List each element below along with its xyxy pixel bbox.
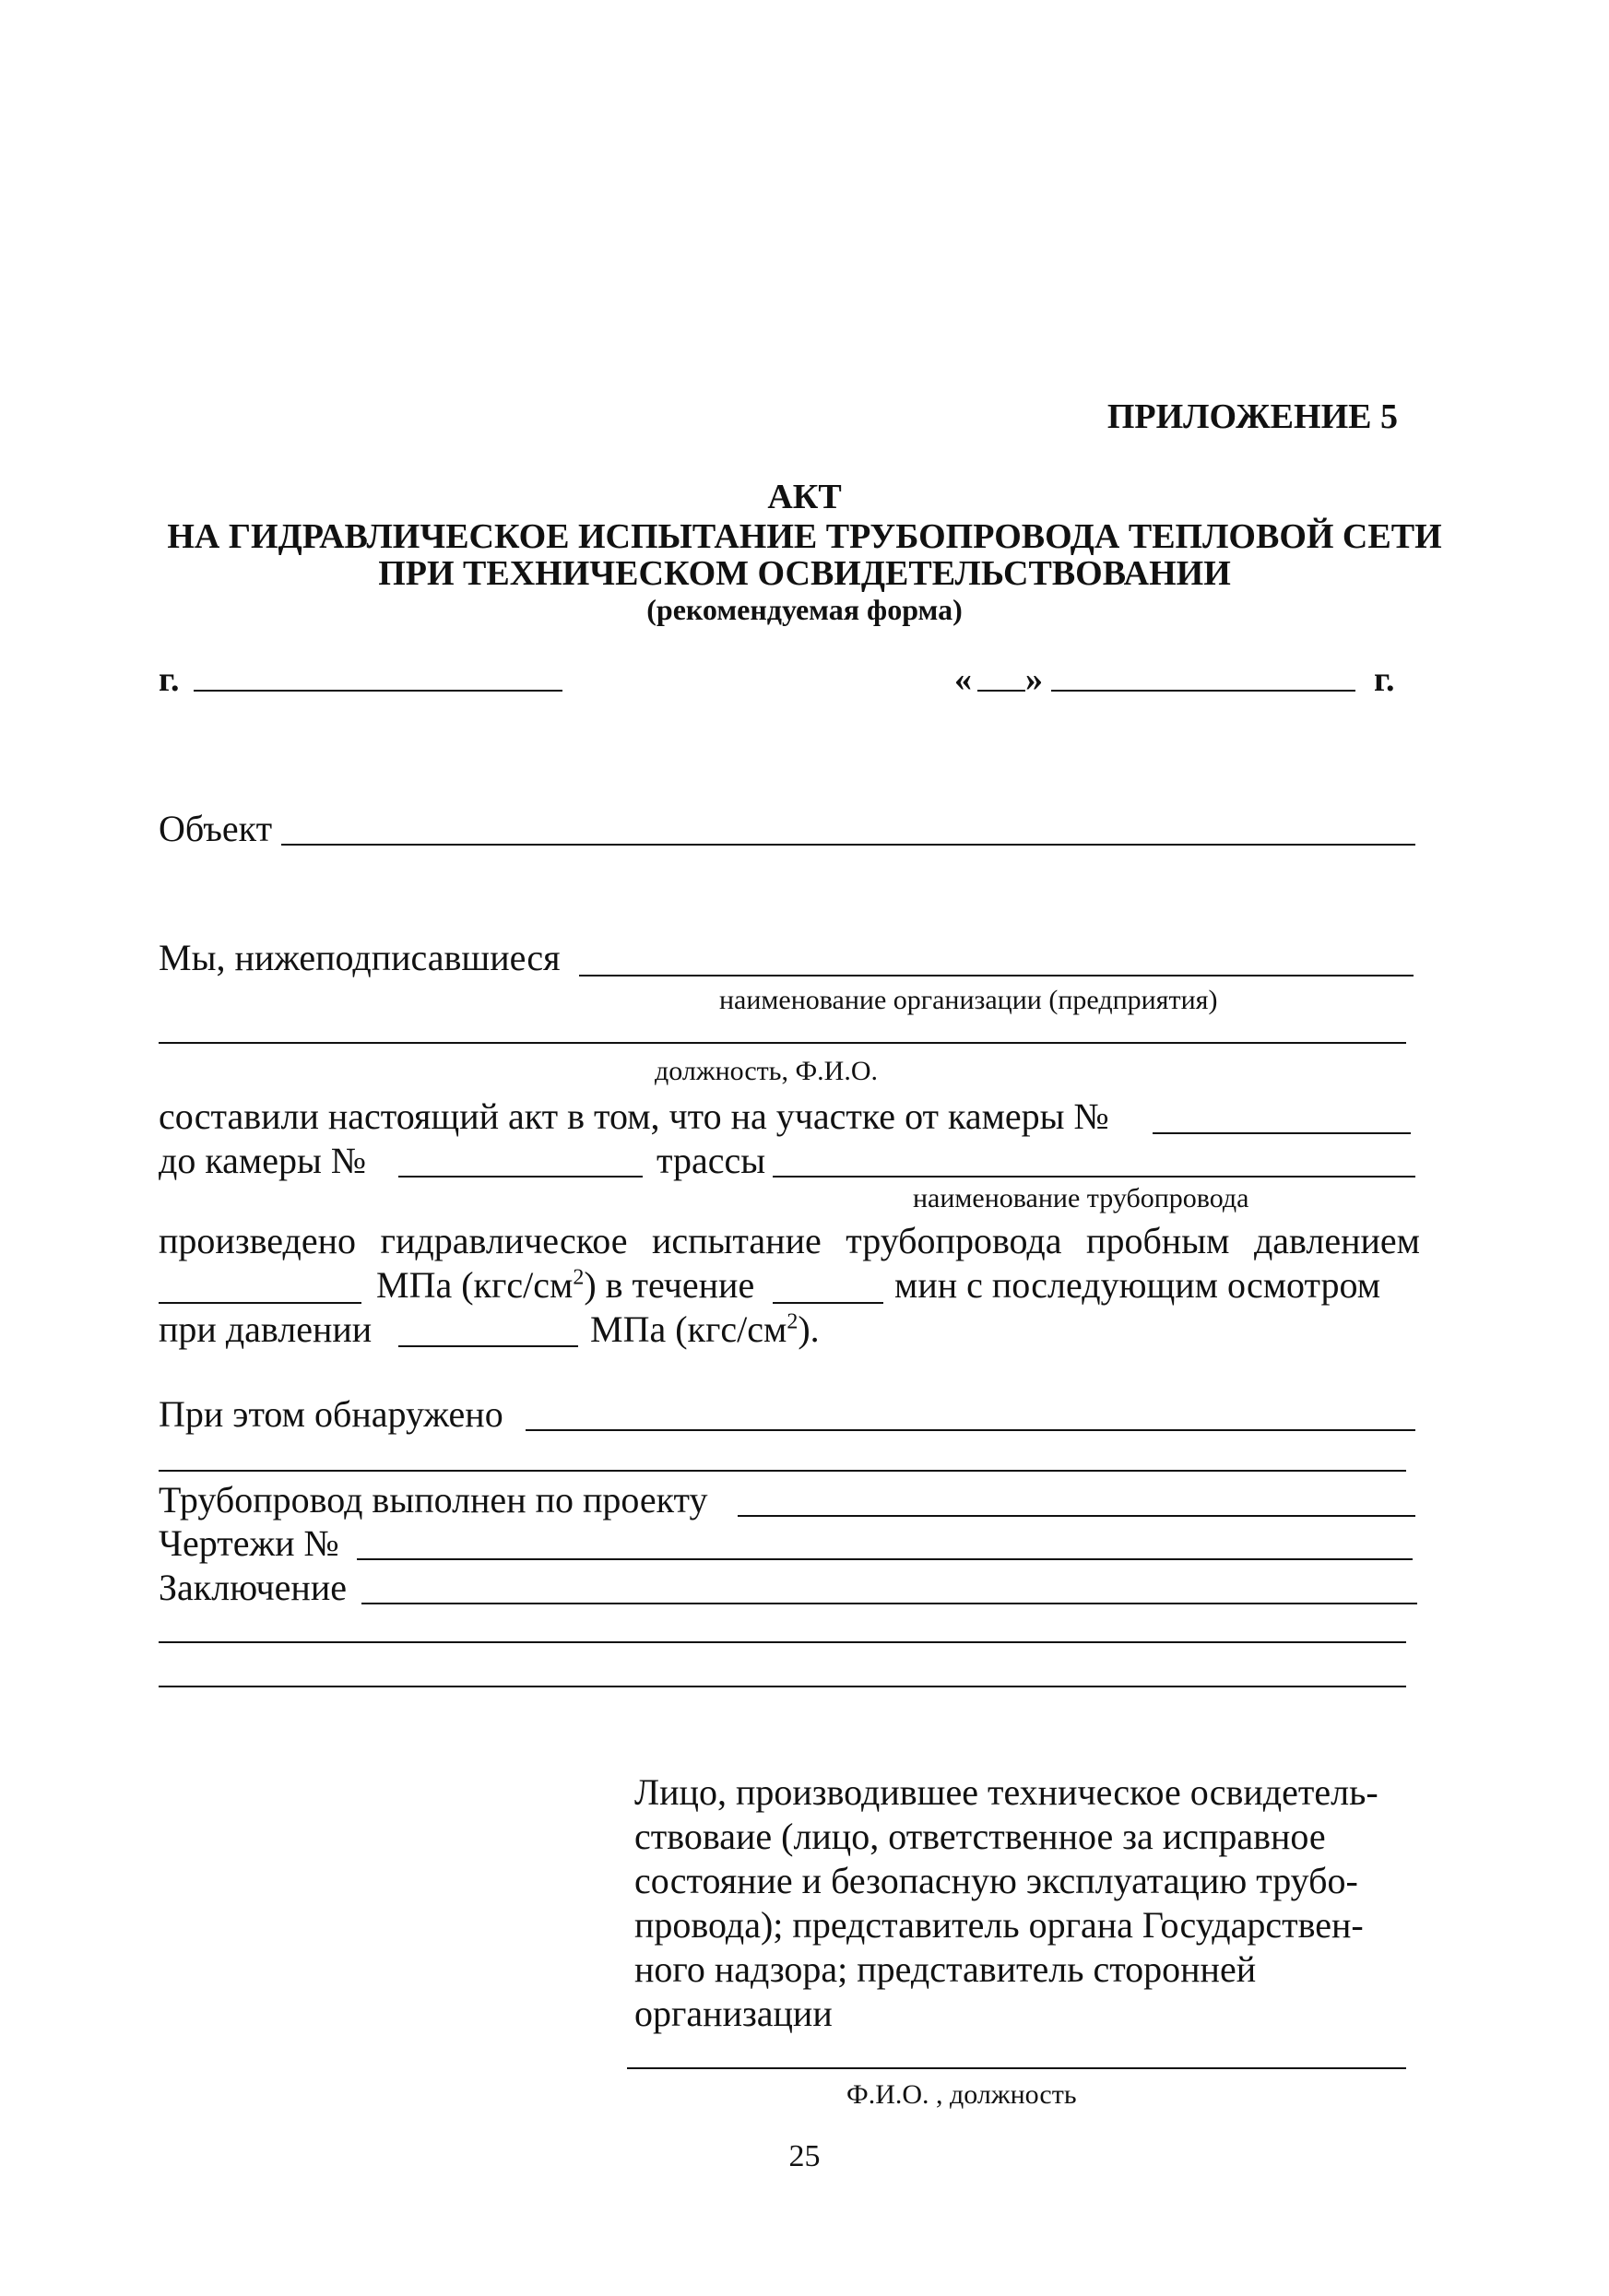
signature-text-line-2: ствоваие (лицо, ответственное за исправное xyxy=(634,1816,1326,1857)
project-field[interactable] xyxy=(738,1515,1415,1517)
conclusion-label: Заключение xyxy=(159,1567,347,1608)
title-line-2: НА ГИДРАВЛИЧЕСКОЕ ИСПЫТАНИЕ ТРУБОПРОВОДА ТЕПЛОВОЙ СЕТИ xyxy=(167,517,1442,556)
date-close-quote: » xyxy=(1025,660,1043,699)
conclusion-field-line-3[interactable] xyxy=(159,1686,1406,1687)
route-field[interactable] xyxy=(773,1176,1415,1178)
drawings-field[interactable] xyxy=(357,1558,1413,1560)
date-day-field[interactable] xyxy=(977,690,1025,692)
position-hint: должность, Ф.И.О. xyxy=(655,1056,879,1086)
at-pressure-label: при давлении xyxy=(159,1308,373,1350)
city-prefix: г. xyxy=(159,660,180,699)
city-field[interactable] xyxy=(194,690,562,692)
drawings-label: Чертежи № xyxy=(159,1522,339,1564)
mpa-unit-1: МПа $(кгс/см^2)$ в течение xyxy=(376,1264,755,1306)
found-label: При этом обнаружено xyxy=(159,1393,503,1435)
organization-field[interactable] xyxy=(579,975,1414,976)
minutes-text: мин с последующим осмотром xyxy=(894,1264,1381,1306)
date-open-quote: « xyxy=(954,660,972,699)
inspection-pressure-field[interactable] xyxy=(398,1345,578,1347)
date-month-year-field[interactable] xyxy=(1051,690,1355,692)
pipeline-hint: наименование трубопровода xyxy=(913,1183,1249,1213)
route-label: трассы xyxy=(657,1140,766,1181)
found-field-continuation[interactable] xyxy=(159,1470,1406,1472)
test-pressure-field[interactable] xyxy=(159,1302,361,1304)
conclusion-field-line-2[interactable] xyxy=(159,1641,1406,1643)
test-text: произведено гидравлическое испытание трубопровода пробным давлением xyxy=(159,1220,1420,1261)
conclusion-field[interactable] xyxy=(361,1603,1417,1604)
title-line-1: АКТ xyxy=(767,478,842,516)
signed-label: Мы, нижеподписавшиеся xyxy=(159,937,561,978)
signature-field[interactable] xyxy=(627,2067,1406,2069)
position-name-field[interactable] xyxy=(159,1042,1406,1044)
title-line-3: ПРИ ТЕХНИЧЕСКОМ ОСВИДЕТЕЛЬСТВОВАНИИ xyxy=(378,554,1231,593)
page-number: 25 xyxy=(788,2139,821,2173)
signature-text-line-4: провода); представитель органа Государствен- xyxy=(634,1904,1364,1946)
signature-text-line-6: организации xyxy=(634,1993,833,2034)
appendix-label: ПРИЛОЖЕНИЕ 5 xyxy=(1106,397,1398,436)
organization-hint: наименование организации (предприятия) xyxy=(719,985,1218,1015)
project-label: Трубопровод выполнен по проекту xyxy=(159,1479,708,1521)
year-suffix: г. xyxy=(1374,660,1395,699)
mpa-unit-2: МПа $(кгс/см^2)$. xyxy=(590,1308,820,1350)
object-label: Объект xyxy=(159,808,273,849)
signature-text-line-3: состояние и безопасную эксплуатацию трубо- xyxy=(634,1860,1358,1901)
signature-text-line-5: ного надзора; представитель сторонней xyxy=(634,1948,1257,1990)
found-field[interactable] xyxy=(526,1429,1415,1431)
signature-hint: Ф.И.О. , должность xyxy=(846,2079,1077,2110)
from-chamber-field[interactable] xyxy=(1153,1132,1411,1134)
title-line-4: (рекомендуемая форма) xyxy=(646,593,963,626)
to-chamber-label: до камеры № xyxy=(159,1140,367,1181)
object-field[interactable] xyxy=(281,844,1415,846)
to-chamber-field[interactable] xyxy=(398,1176,643,1178)
test-duration-field[interactable] xyxy=(773,1302,883,1304)
signature-text-line-1: Лицо, производившее техническое освидетель- xyxy=(634,1771,1378,1813)
act-text: составили настоящий акт в том, что на участке от камеры № xyxy=(159,1095,1109,1137)
